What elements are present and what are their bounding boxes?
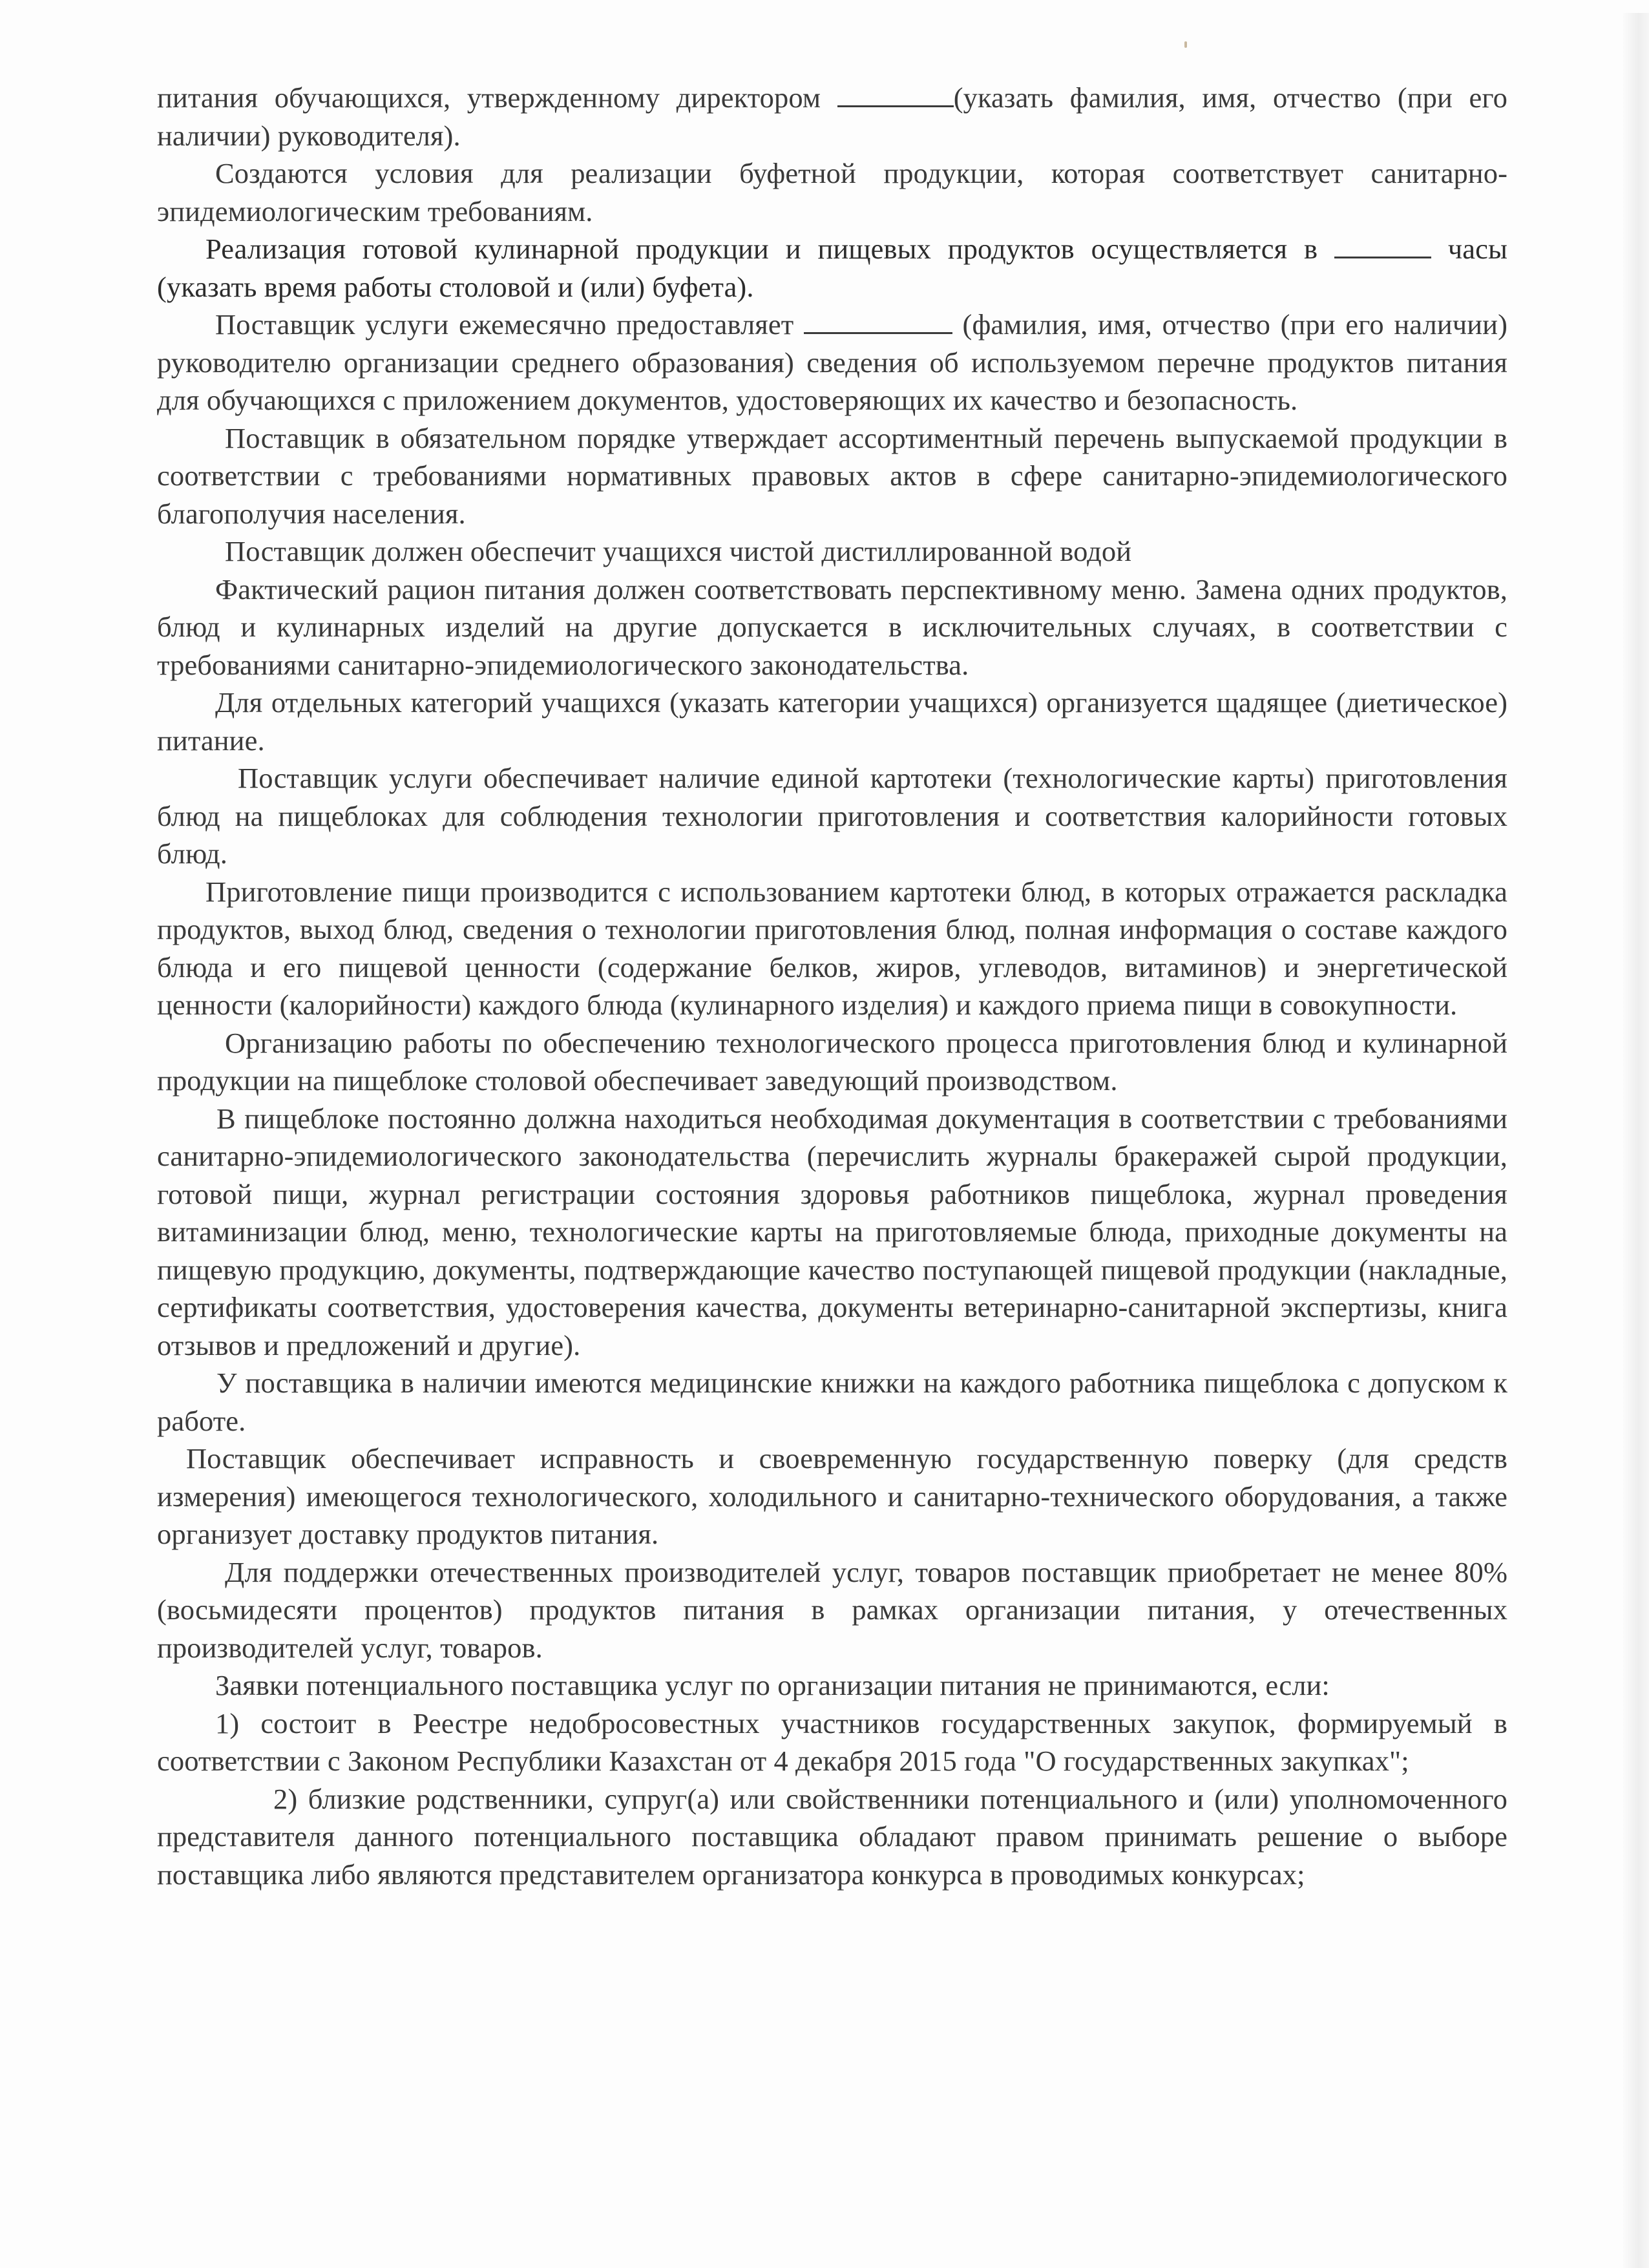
paragraph-monthly-report (157, 306, 1507, 419)
paragraph-text: (фамилия, имя, отчество (при его наличии) руководителю организации среднего образования) сведения об используемом перечне продуктов питания для обучающихся с приложением документов, удостоверяющих их качество и безопасность. (157, 308, 1507, 416)
paragraph-production-manager: Организацию работы по обеспечению технологического процесса приготовления блюд и кулинарной продукции на пищеблоке столовой обеспечивает заведующий производством. (157, 1026, 1507, 1097)
paragraph-assortment: Поставщик в обязательном порядке утверждает ассортиментный перечень выпускаемой продукции в соответствии с требованиями нормативных правовых актов в сфере санитарно-эпидемиологического благополучия населения. (157, 421, 1507, 530)
paragraph-text: Реализация готовой кулинарной продукции и пищевых продуктов осуществляется в (205, 233, 1334, 265)
paragraph-recipe-cards: Поставщик услуги обеспечивает наличие единой картотеки (технологические карты) приготовления блюд на пищеблоках для соблюдения технологии приготовления и соответствия калорийности готовых блюд. (157, 762, 1507, 870)
paragraph-text: (указать фамилия, имя, отчество (при его наличии) руководителя). (157, 81, 1507, 152)
paragraph-sales-hours (157, 230, 1507, 306)
fill-in-blank-recipient[interactable] (804, 306, 952, 334)
paragraph-buffet-conditions: Создаются условия для реализации буфетной продукции, которая соответствует санитарно-эпидемиологическим требованиям. (157, 157, 1507, 227)
paragraph-required-documentation: В пищеблоке постоянно должна находиться необходимая документация в соответствии с требованиями санитарно-эпидемиологического законодательства (перечислить журналы бракеражей сырой продукции, готовой пищи, журнал регистрации состояния здоровья работников пищеблока, журнал проведения витаминизации блюд, меню, технологические карты на приготовляемые блюда, приходные документы на пищевую продукцию, документы, подтверждающие качество поступающей пищевой продукции (накладные, сертификаты соответствия, удостоверения качества, документы ветеринарно-санитарной экспертизы, книга отзывов и предложений и другие). (157, 1102, 1507, 1361)
paragraph-director-approval (157, 79, 1507, 154)
list-item-conflict-of-interest: 2) близкие родственники, супруг(а) или свойственники потенциального и (или) уполномоченного представителя данного потенциального поставщика обладают правом принимать решение о выборе поставщика либо являются представителем организатора конкурса в проводимых конкурсах; (157, 1782, 1507, 1891)
paragraph-actual-ration: Фактический рацион питания должен соответствовать перспективному меню. Замена одних продуктов, блюд и кулинарных изделий на другие допускается в исключительных случаях, в соответствии с требованиями санитарно-эпидемиологического законодательства. (157, 572, 1507, 681)
paragraph-food-preparation: Приготовление пищи производится с использованием картотеки блюд, в которых отражается раскладка продуктов, выход блюд, сведения о технологии приготовления блюд, полная информация о составе каждого блюда и его пищевой ценности (содержание белков, жиров, углеводов, витаминов) и энергетической ценности (калорийности) каждого блюда (кулинарного изделия) и каждого приема пищи в совокупности. (157, 875, 1507, 1021)
paragraph-dietary-nutrition: Для отдельных категорий учащихся (указать категории учащихся) организуется щадящее (диетическое) питание. (157, 686, 1507, 757)
paragraph-domestic-producers: Для поддержки отечественных производителей услуг, товаров поставщик приобретает не менее 80% (восьмидесяти процентов) продуктов питания в рамках организации питания, у отечественных производителей услуг, товаров. (157, 1555, 1507, 1664)
list-item-unscrupulous-registry: 1) состоит в Реестре недобросовестных участников государственных закупок, формируемый в соответствии с Законом Республики Казахстан от 4 декабря 2015 года "О государственных закупках"; (157, 1706, 1507, 1777)
scan-speck (1184, 41, 1187, 48)
paragraph-distilled-water: Поставщик должен обеспечит учащихся чистой дистиллированной водой (225, 535, 1132, 567)
fill-in-blank-hours[interactable] (1334, 231, 1431, 258)
fill-in-blank-director[interactable] (837, 79, 954, 107)
paragraph-equipment-verification: Поставщик обеспечивает исправность и своевременную государственную поверку (для средств измерения) имеющегося технологического, холодильного и санитарно-технического оборудования, а также организует доставку продуктов питания. (157, 1442, 1507, 1550)
paragraph-text: Поставщик услуги ежемесячно предоставляет (215, 308, 804, 341)
paragraph-text: часы (указать время работы столовой и (или) буфета). (157, 233, 1507, 303)
document-body (157, 79, 1507, 1893)
scan-edge-shadow (1623, 13, 1649, 2268)
paragraph-medical-books: У поставщика в наличии имеются медицинские книжки на каждого работника пищеблока с допуском к работе. (157, 1367, 1507, 1437)
paragraph-applications-rejected: Заявки потенциального поставщика услуг по организации питания не принимаются, если: (215, 1669, 1330, 1701)
paragraph-text: питания обучающихся, утвержденному директором (157, 81, 837, 114)
